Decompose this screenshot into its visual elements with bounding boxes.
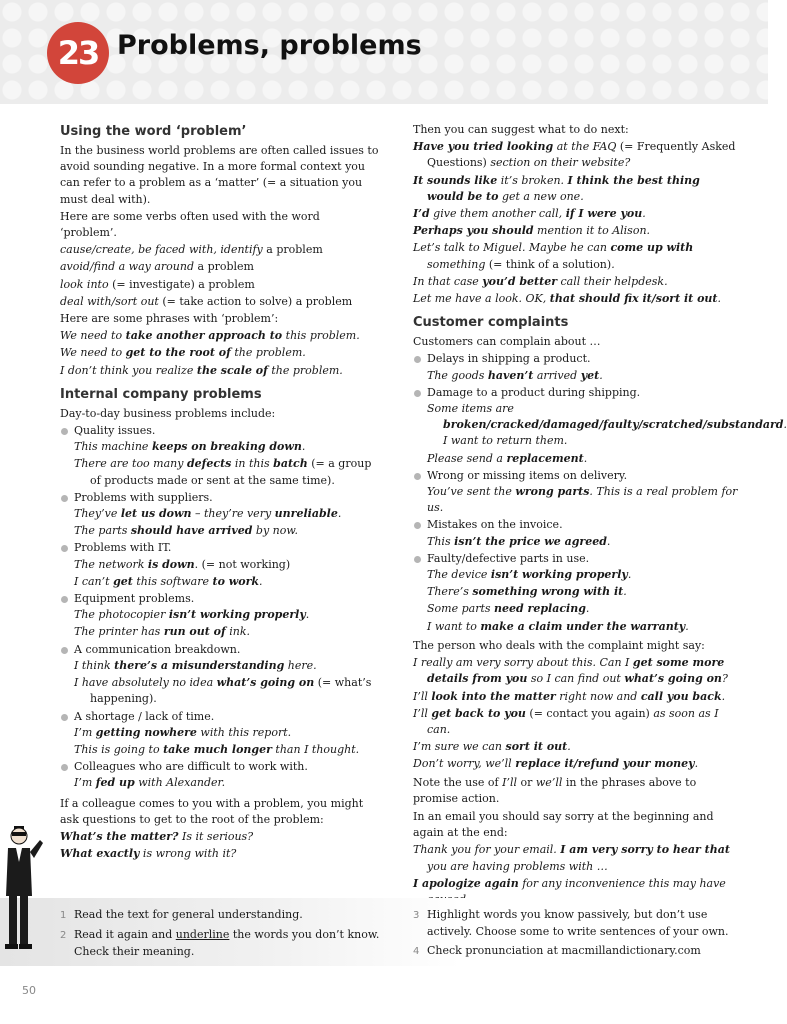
verb-line: avoid/find a way around a problem xyxy=(60,260,254,274)
suggest-intro: Then you can suggest what to do next: xyxy=(413,123,629,136)
example-line: I think there’s a misunderstanding here. xyxy=(74,658,317,672)
right-column xyxy=(413,122,787,909)
verb-line: deal with/sort out (= take action to solve) a problem xyxy=(60,294,353,308)
internal-intro: Day-to-day business problems include: xyxy=(60,406,276,420)
task-1: 1 Read the text for general understanding. xyxy=(60,908,303,921)
bullet-damage: Damage to a product during shipping. xyxy=(413,385,738,401)
email-intro: In an email you should say sorry at the beginning and again at the end: xyxy=(413,809,714,840)
bullet-faulty-parts: Faulty/defective parts in use. xyxy=(413,551,738,567)
example-line: There’s something wrong with it. xyxy=(427,585,627,599)
example-line: Please send a replacement. xyxy=(427,451,588,465)
example-line: Some parts need replacing. xyxy=(427,602,590,616)
suggestion-line: Let me have a look. OK, that should fix it/sort it out. xyxy=(413,292,721,306)
response-line: I really am very sorry about this. Can I get some more details from you so I can find out what’s going on? xyxy=(413,656,728,686)
suggestion-line: Have you tried looking at the FAQ (= Frequently Asked Questions) section on their website? xyxy=(413,140,736,170)
section-heading-using-problem: Using the word ‘problem’ xyxy=(60,124,247,139)
bullet-suppliers: Problems with suppliers. xyxy=(60,490,380,506)
example-line: I have absolutely no idea what’s going on (= what’s happening). xyxy=(74,676,372,706)
suggestion-line: I’d give them another call, if I were you. xyxy=(413,207,646,221)
example-line: This is going to take much longer than I thought. xyxy=(74,742,360,756)
bullet-colleagues: Colleagues who are difficult to work with. xyxy=(60,759,380,775)
example-line: They’ve let us down – they’re very unreliable. xyxy=(74,507,342,521)
deal-intro: The person who deals with the complaint might say: xyxy=(413,638,705,652)
example-line: You’ve sent the wrong parts. This is a real problem for us. xyxy=(427,485,738,515)
bullet-invoice: Mistakes on the invoice. xyxy=(413,517,738,533)
bullet-it: Problems with IT. xyxy=(60,540,380,556)
section-heading-internal-problems: Internal company problems xyxy=(60,386,262,402)
example-line: The goods haven’t arrived yet. xyxy=(427,368,603,382)
verb-line: cause/create, be faced with, identify a problem xyxy=(60,243,323,257)
bullet-delays: Delays in shipping a product. xyxy=(413,351,738,367)
bullet-equipment: Equipment problems. xyxy=(60,591,380,607)
phrase-example: We need to take another approach to this problem. xyxy=(60,329,360,343)
unit-number-badge: 23 xyxy=(47,22,109,84)
bullet-time: A shortage / lack of time. xyxy=(60,709,380,725)
example-line: The printer has run out of ink. xyxy=(74,625,251,639)
bullet-communication: A communication breakdown. xyxy=(60,642,380,658)
suggestion-line: In that case you’d better call their helpdesk. xyxy=(413,274,668,288)
task-3: 3 Highlight words you know passively, but don’t use actively. Choose some to write sentences of your own. xyxy=(413,908,729,938)
bullet-wrong-items: Wrong or missing items on delivery. xyxy=(413,468,738,484)
example-line: The parts should have arrived by now. xyxy=(74,524,298,538)
example-line: The photocopier isn’t working properly. xyxy=(74,608,310,622)
bullet-quality-issues: Quality issues. xyxy=(60,423,380,439)
example-line: I’m fed up with Alexander. xyxy=(74,776,226,790)
email-line: I apologize again for any inconvenience this may have xyxy=(413,876,726,890)
question-line: What’s the matter? Is it serious? xyxy=(60,829,254,843)
response-line: I’ll get back to you (= contact you again) as soon as I can. xyxy=(413,706,719,736)
example-line: This machine keeps on breaking down. xyxy=(74,440,306,454)
example-line: The network is down. (= not working) xyxy=(74,557,291,571)
suggestion-line: It sounds like it’s broken. I think the best thing would be to get a new one. xyxy=(413,173,700,203)
phrases-intro: Here are some phrases with ‘problem’: xyxy=(60,312,279,326)
suggestion-line: Perhaps you should mention it to Alison. xyxy=(413,224,651,238)
question-line: What exactly is wrong with it? xyxy=(60,847,237,861)
page-number: 50 xyxy=(22,984,36,997)
phrase-example: We need to get to the root of the problem. xyxy=(60,346,306,360)
example-line: There are too many defects in this batch (= a group of products made or sent at the same time). xyxy=(74,457,372,487)
section-heading-customer-complaints: Customer complaints xyxy=(413,315,569,331)
phrase-example: I don’t think you realize the scale of the problem. xyxy=(60,363,343,377)
example-line: I can’t get this software to work. xyxy=(74,574,263,588)
verbs-intro: Here are some verbs often used with the word ‘problem’. xyxy=(60,209,320,240)
email-line: Thank you for your email. I am very sorry to hear that you are having problems with … xyxy=(413,843,730,873)
note-paragraph: Note the use of I’ll or we’ll in the phrases above to promise action. xyxy=(413,775,697,805)
example-line: I want to make a claim under the warranty. xyxy=(427,619,689,633)
left-column xyxy=(60,122,380,863)
task-2: 2 Read it again and underline the words you don’t know. Check their meaning. xyxy=(60,928,380,958)
response-line: I’m sure we can sort it out. xyxy=(413,740,571,754)
colleague-paragraph: If a colleague comes to you with a problem, you might ask questions to get to the root of the problem: xyxy=(60,796,364,826)
example-line: I’m getting nowhere with this report. xyxy=(74,725,292,739)
example-line: The device isn’t working properly. xyxy=(427,568,632,582)
example-line: Some items are broken/cracked/damaged/faulty/scratched/substandard. I want to return them. xyxy=(427,402,787,448)
suggestion-line: Let’s talk to Miguel. Maybe he can come up with something (= think of a solution). xyxy=(413,241,694,271)
response-line: I’ll look into the matter right now and call you back. xyxy=(413,689,726,703)
complaints-intro: Customers can complain about … xyxy=(413,335,601,349)
task-4: 4 Check pronunciation at macmillandictionary.com xyxy=(413,944,701,957)
response-line: Don’t worry, we’ll replace it/refund your money. xyxy=(413,757,699,771)
intro-paragraph: In the business world problems are often called issues to avoid sounding negative. In a more formal context you can refer to a problem as a ‘matter’ (= a situation you must deal with). xyxy=(60,144,379,206)
example-line: This isn’t the price we agreed. xyxy=(427,534,611,548)
man-illustration-icon xyxy=(0,818,44,958)
unit-title: Problems, problems xyxy=(117,30,422,61)
verb-line: look into (= investigate) a problem xyxy=(60,277,255,291)
